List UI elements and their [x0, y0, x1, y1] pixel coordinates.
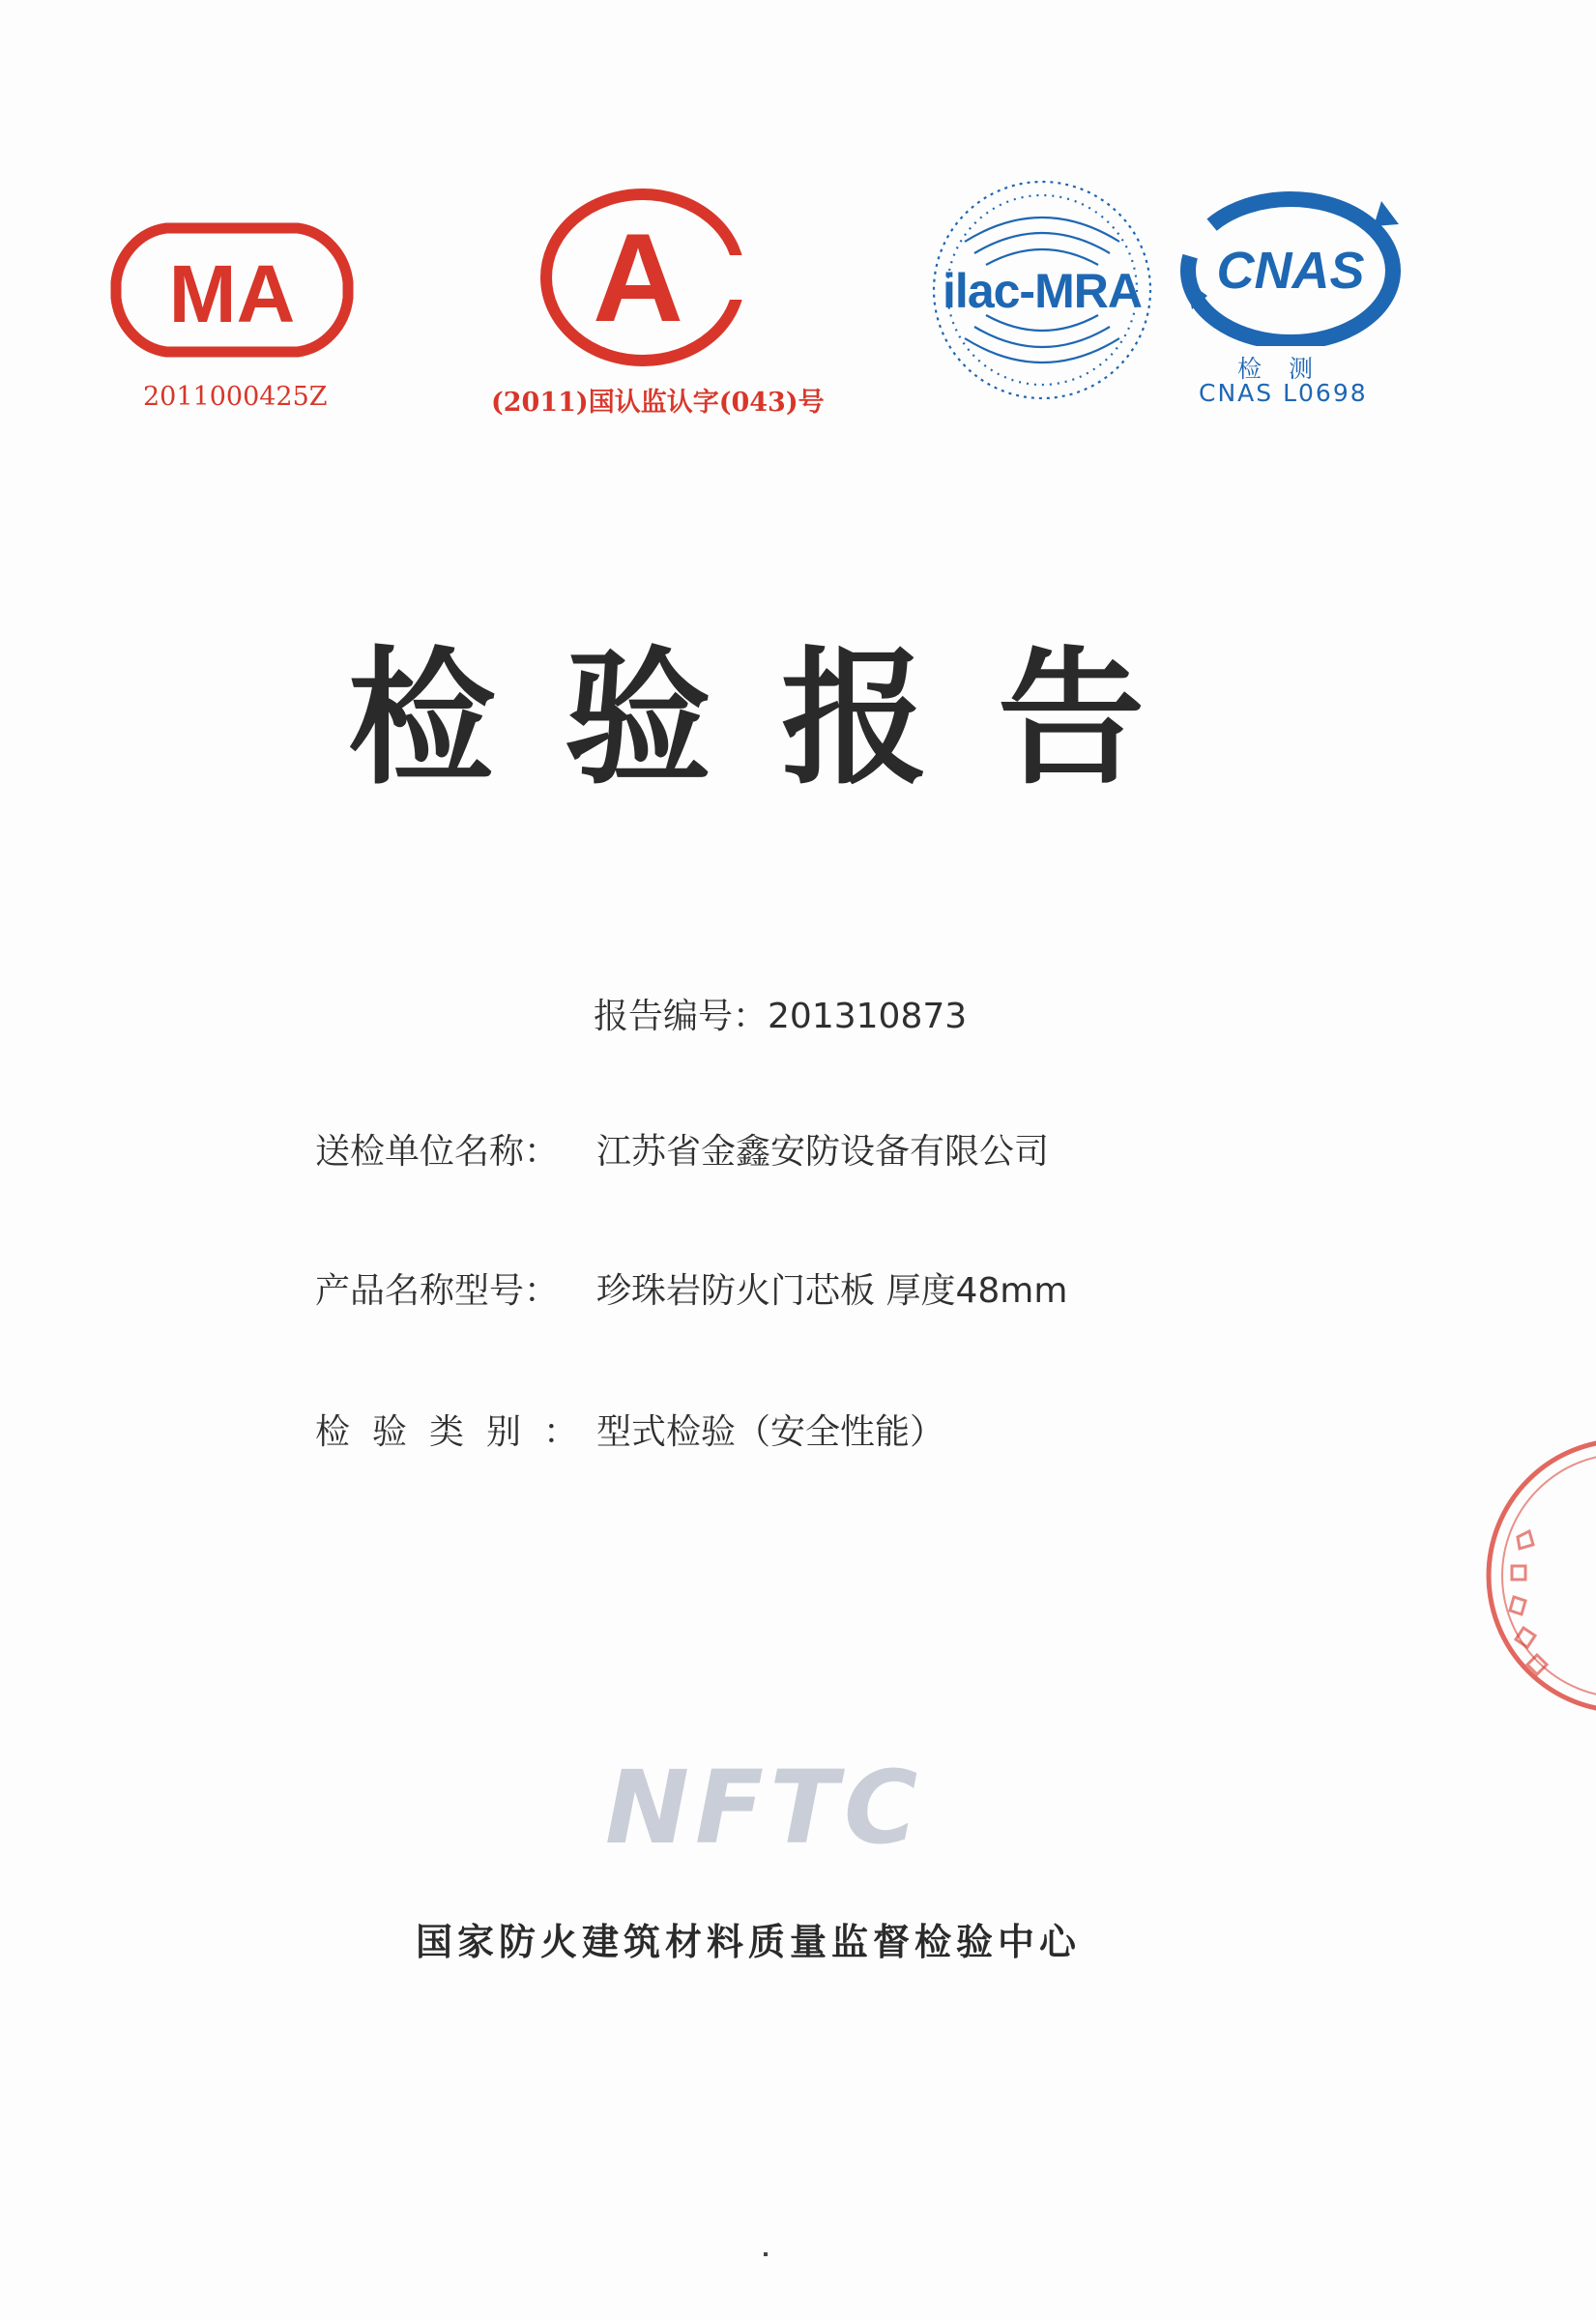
- cma-logo: [106, 222, 358, 358]
- scan-speck: [764, 2252, 768, 2256]
- inspection-category-field: [315, 1412, 945, 1452]
- sender-unit-label: 送检单位名称：: [315, 1132, 560, 1172]
- product-name-field: [315, 1271, 1068, 1311]
- official-seal-fragment: [1479, 1431, 1596, 1725]
- cnas-logo: [1175, 182, 1407, 346]
- sender-unit-field: [315, 1132, 1050, 1172]
- cal-logo-text: A: [593, 207, 683, 348]
- document-title: 检验报告: [348, 633, 1214, 804]
- nftc-watermark: NFTC: [605, 1749, 924, 1867]
- ilac-mra-logo-text: ilac-MRA: [943, 264, 1142, 318]
- cma-certificate-number: 2011000425Z: [143, 382, 328, 412]
- report-number-field: [594, 997, 968, 1036]
- report-number-value: 201310873: [768, 997, 968, 1036]
- product-name-value: 珍珠岩防火门芯板 厚度48mm: [596, 1271, 1068, 1311]
- product-name-label: 产品名称型号：: [315, 1271, 560, 1311]
- cnas-testing-label: 检测: [1237, 355, 1341, 383]
- cma-logo-text: MA: [168, 248, 296, 339]
- cal-certificate-number: (2011)国认监认字(043)号: [491, 388, 825, 418]
- cnas-logo-text: CNAS: [1216, 242, 1365, 300]
- cal-logo: [532, 186, 754, 369]
- inspection-category-label: 检验类别：: [315, 1412, 601, 1452]
- ilac-mra-logo: [926, 174, 1158, 406]
- cnas-accreditation-number: CNAS L0698: [1199, 379, 1368, 407]
- inspection-category-value: 型式检验（安全性能）: [596, 1412, 945, 1452]
- issuing-organization: 国家防火建筑材料质量监督检验中心: [416, 1921, 1082, 1963]
- report-number-label: 报告编号：: [594, 997, 769, 1036]
- sender-unit-value: 江苏省金鑫安防设备有限公司: [596, 1132, 1050, 1172]
